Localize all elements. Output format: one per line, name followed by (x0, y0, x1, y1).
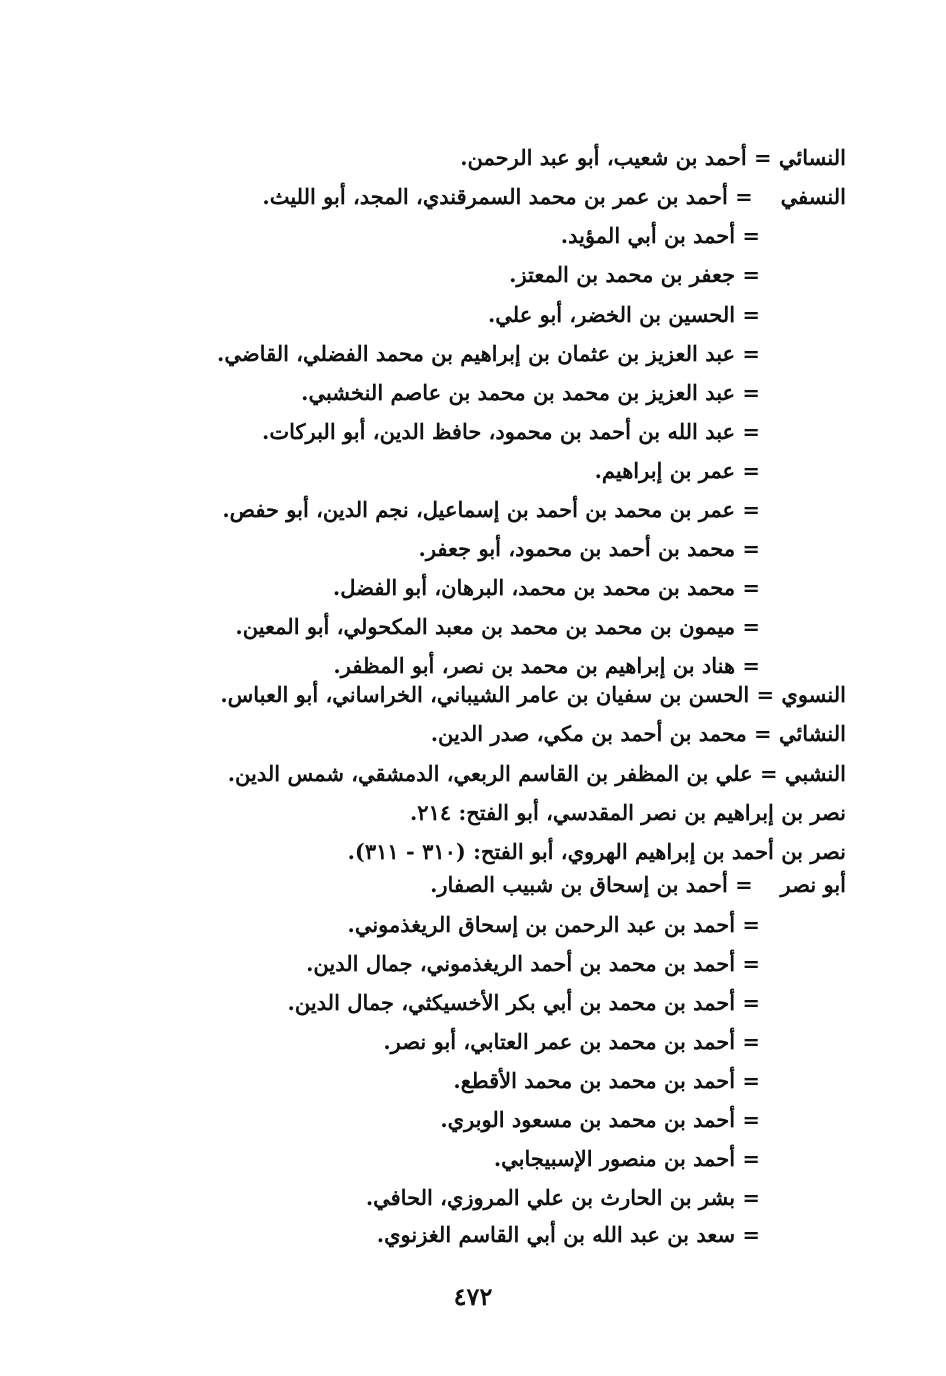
index-entry: = عبد العزيز بن عثمان بن إبراهيم بن محمد الفضلي، القاضي. (217, 341, 760, 366)
index-entry: = عبد الله بن أحمد بن محمود، حافظ الدين، أبو البركات. (262, 419, 760, 444)
index-entry: = عمر بن محمد بن أحمد بن إسماعيل، نجم الدين، أبو حفص. (222, 497, 760, 522)
entry-text: = أحمد بن إسحاق بن شبيب الصفار. (430, 872, 753, 897)
index-entry: = عمر بن إبراهيم. (594, 458, 760, 483)
index-entry: = أحمد بن محمد بن أبي بكر الأخسيكثي، جمال الدين. (287, 990, 760, 1015)
index-entry: = أحمد بن محمد بن أحمد الريغذموني، جمال الدين. (306, 951, 760, 976)
index-entry (60, 178, 846, 216)
page-number: ٤٧٢ (453, 1282, 493, 1311)
index-entry: النسائي = أحمد بن شعيب، أبو عبد الرحمن. (460, 145, 846, 170)
index-entry: نصر بن أحمد بن إبراهيم الهروي، أبو الفتح: (٣١٠ - ٣١١). (347, 839, 846, 864)
index-entry: = عبد العزيز بن محمد بن محمد بن عاصم النخشبي. (301, 380, 760, 405)
entry-text: = أحمد بن عمر بن محمد السمرقندي، المجد، أبو الليث. (262, 184, 753, 209)
index-entry: = هناد بن إبراهيم بن محمد بن نصر، أبو المظفر. (333, 653, 760, 678)
index-entry: = أحمد بن أبي المؤيد. (560, 223, 760, 248)
index-entry: نصر بن إبراهيم بن نصر المقدسي، أبو الفتح: ٢١٤. (409, 800, 846, 825)
index-entry: = سعد بن عبد الله بن أبي القاسم الغزنوي. (376, 1222, 760, 1247)
index-entry: = الحسين بن الخضر، أبو علي. (487, 302, 760, 327)
index-entry: = بشر بن الحارث بن علي المروزي، الحافي. (365, 1185, 760, 1210)
index-entry: = ميمون بن محمد بن محمد بن معبد المكحولي، أبو المعين. (235, 614, 760, 639)
index-entry: = أحمد بن عبد الرحمن بن إسحاق الريغذموني. (347, 912, 760, 937)
index-entry: النسوي = الحسن بن سفيان بن عامر الشيباني، الخراساني، أبو العباس. (220, 682, 846, 707)
entry-heading: النسفي (780, 184, 846, 209)
index-entry: = محمد بن أحمد بن محمود، أبو جعفر. (418, 536, 760, 561)
index-entry: = أحمد بن منصور الإسبيجابي. (493, 1146, 760, 1171)
index-entry (60, 866, 846, 904)
index-entry: النشائي = محمد بن أحمد بن مكي، صدر الدين. (430, 721, 846, 746)
index-entry: = أحمد بن محمد بن عمر العتابي، أبو نصر. (383, 1029, 760, 1054)
index-entry: النشبي = علي بن المظفر بن القاسم الربعي، الدمشقي، شمس الدين. (227, 761, 846, 786)
index-entry: = أحمد بن محمد بن مسعود الوبري. (440, 1107, 760, 1132)
index-entry: = جعفر بن محمد بن المعتز. (509, 262, 760, 287)
index-entry: = محمد بن محمد بن محمد، البرهان، أبو الفضل. (332, 575, 760, 600)
index-entry: = أحمد بن محمد بن محمد الأقطع. (453, 1068, 760, 1093)
entry-heading: أبو نصر (780, 872, 846, 897)
